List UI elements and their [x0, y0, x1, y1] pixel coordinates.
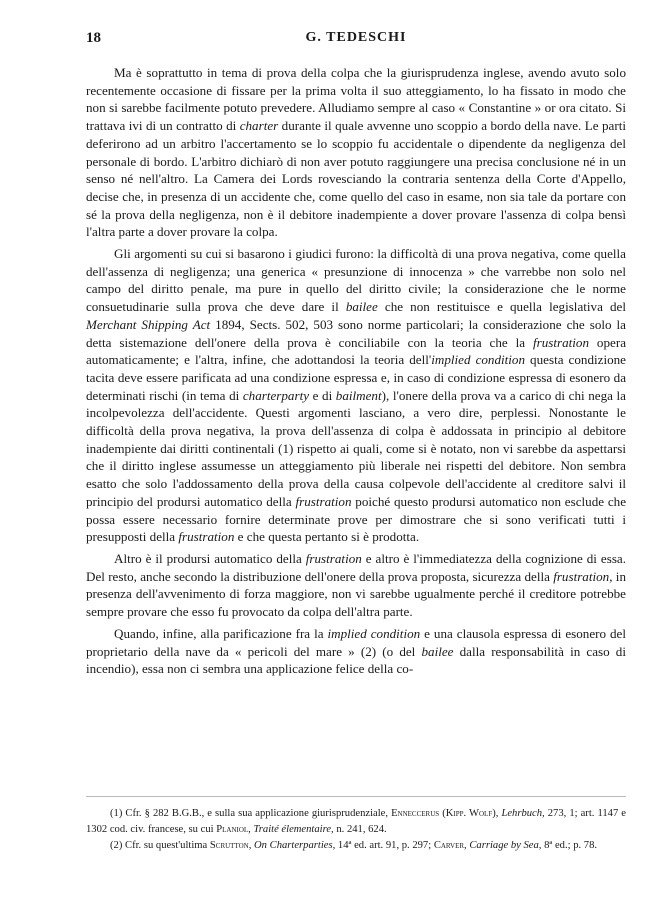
text-run: (1) Cfr. § 282 B.G.B., e sulla sua applicazione giurisprudenziale,: [110, 808, 392, 819]
text-run: n. 241, 624.: [333, 824, 387, 835]
footnote-divider: [86, 796, 626, 797]
text-run: durante il quale avvenne uno scoppio a bordo della nave. Le parti deferirono ad un arbitro l'accertamento se lo scoppio fu accidentale o dipendente da negligenza del personale di bordo. L'arbitro dichiarò di non aver potuto raggiungere una precisa conclusione né in un senso né nell'altro. La Camera dei Lords rovesciando la contraria sentenza della Corte d'Appello, decise che, in presenza di un accidente che, come quello del caso in esame, non sia tale da portare con sé la prova della negligenza, non è il debitore inadempiente a dover provare l'assenza di colpa bensì l'altra parte a dover provare la colpa.: [86, 118, 626, 240]
text-run: e che questa pertanto si è prodotta.: [234, 529, 420, 545]
text-run: in presenza dell'avvenimento di forza maggiore, non vi sarebbe ugualmente perché il creditore potrebbe sempre provare che esso fu provocato da colpa dell'altra parte.: [86, 568, 626, 620]
book-title: Carriage by Sea,: [469, 840, 542, 851]
book-title: Traité élementaire,: [253, 824, 334, 835]
footnotes: [86, 806, 626, 854]
paragraph-3: [86, 550, 626, 621]
text-run: Altro è il prodursi automatico della: [114, 550, 306, 566]
text-run: 8ª ed.; p. 78.: [541, 840, 598, 851]
paragraph-2: [86, 245, 626, 546]
italic-term: frustration: [305, 550, 362, 566]
text-run: e di: [309, 387, 336, 403]
text-run: che non restituisce e quella legislativa del: [377, 299, 626, 315]
italic-term: implied condition: [431, 352, 526, 368]
text-run: e una clausola espressa di esonero del proprietario della nave da « pericoli del mare » (2) (o del: [86, 625, 627, 659]
text-run: 14ª ed. art. 91, p. 297;: [335, 840, 434, 851]
book-title: Lehrbuch,: [501, 808, 545, 819]
italic-term: frustration: [295, 493, 352, 509]
text-run: ), l'onere della prova va a carico di chi nega la incolpevolezza dell'accidente. Questi argomenti lasciano, a vero dire, perplessi. Nonostante le difficoltà della prova negativa, la prova dell'assenza di colpa è addossata in principio al debitore inadempiente dai diritti continentali (1) rispetto ai quali, come si è notato, non vi sarebbe da aspettarsi che il diritto inglese assumesse un atteggiamento più liberale nei rispetti del debitore. Non sembra esatto che solo l'addossamento della prova della causa colpevole dell'accidente al creditore salvi il principio del prodursi automatico della: [86, 387, 626, 509]
footnote-2: [86, 838, 626, 854]
italic-term: bailee: [421, 643, 454, 659]
text-run: e altro è l'immediatezza della cognizione di essa. Del resto, anche secondo la distribuzione dell'onere della prova proposta, sicurezza della: [86, 550, 626, 584]
page-header: [86, 30, 626, 50]
body-text: [86, 64, 626, 678]
italic-term: bailment: [335, 387, 382, 403]
text-run: Quando, infine, alla parificazione fra la: [114, 625, 328, 641]
author-name: Carver,: [433, 840, 467, 851]
author-name: Planiol,: [216, 824, 251, 835]
italic-term: Merchant Shipping Act: [86, 316, 211, 332]
page-number: 18: [86, 30, 101, 46]
text-run: poiché questo prodursi automatico non esclude che possa essere necessario fornire determinate prove per dimostrare che si sono verificati tutti i presupposti della: [86, 493, 627, 545]
text-run: (2) Cfr. su quest'ultima: [110, 840, 210, 851]
running-head: G. TEDESCHI: [305, 30, 407, 45]
footnote-1: [86, 806, 626, 838]
italic-term: charterparty: [242, 387, 310, 403]
text-run: opera automaticamente; e l'altra, infine, che adottandosi la teoria dell': [86, 334, 627, 368]
italic-term: frustration: [532, 334, 590, 350]
author-name: Scrutton,: [209, 840, 252, 851]
book-title: On Charterparties,: [254, 840, 336, 851]
italic-term: frustration: [178, 529, 235, 545]
text-run: dalla responsabilità in caso di incendio), essa non ci sembra una applicazione felice della co-: [86, 643, 626, 677]
paragraph-4: [86, 625, 626, 678]
author-name: Enneccerus (Kipp. Wolf),: [391, 808, 499, 819]
italic-term: charter: [239, 118, 279, 134]
text-run: questa condizione tacita deve essere parificata ad una condizione espressa e, in caso di condizione espressa di esonero da determinati rischi (in tema di: [86, 352, 626, 403]
text-run: Ma è soprattutto in tema di prova della colpa che la giurisprudenza inglese, avendo avuto solo recentemente occasione di fissare per la prima volta il suo atteggiamento, lo ha fissato in modo che non si sarebbe facilmente potuto prevedere. Alludiamo sempre al caso « Constantine » or ora citato. Si trattava ivi di un contratto di: [86, 65, 626, 134]
text-run: Gli argomenti su cui si basarono i giudici furono: la difficoltà di una prova negativa, come quella dell'assenza di negligenza; una generica « presunzione di innocenza » che varrebbe non solo nel campo del diritto penale, ma pure in quello del diritto civile; la considerazione che le norme consuetudinarie sulla prova che deve dare il: [86, 246, 626, 315]
paragraph-1: [86, 64, 626, 241]
text-run: 273, 1; art. 1147 e 1302 cod. civ. francese, su cui: [86, 808, 626, 835]
text-run: 1894, Sects. 502, 503 sono norme particolari; la considerazione che solo la detta sistemazione dell'onere della prova è conciliabile con la teoria che la: [86, 316, 626, 350]
italic-term: bailee: [345, 299, 378, 315]
italic-term: implied condition: [327, 625, 421, 641]
italic-term: frustration,: [553, 568, 613, 584]
